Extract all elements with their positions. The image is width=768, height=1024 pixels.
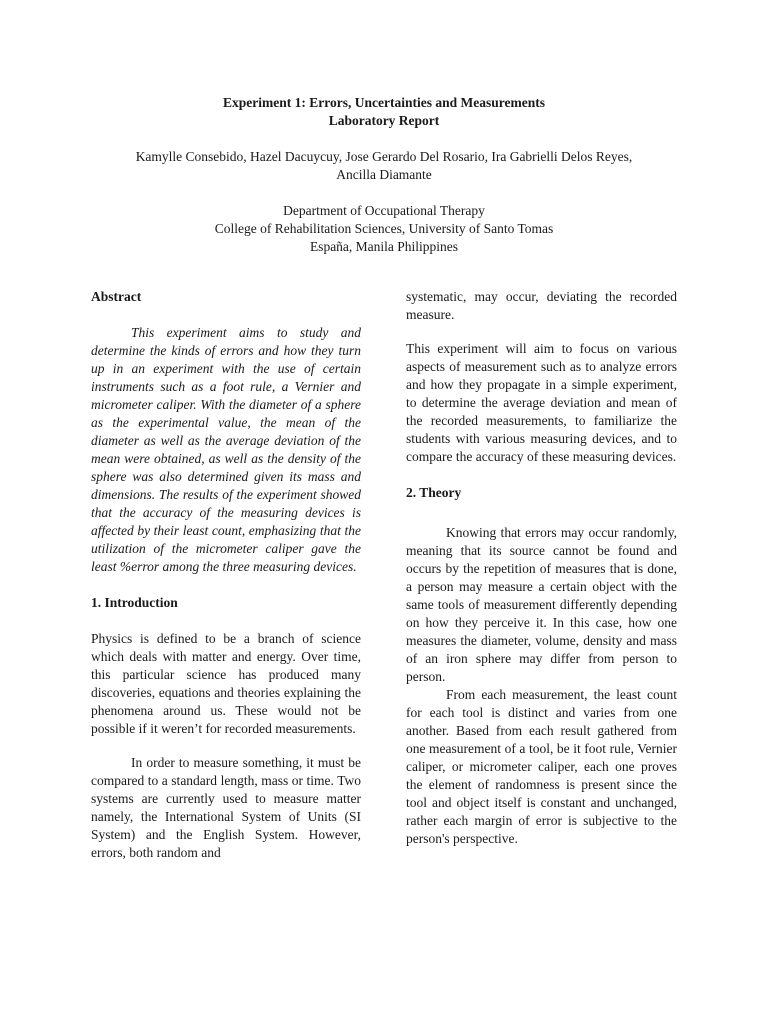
abstract-heading: Abstract xyxy=(91,289,142,304)
title-line-2: Laboratory Report xyxy=(328,113,440,128)
author-list xyxy=(0,148,768,184)
college: College of Rehabilitation Sciences, University of Santo Tomas xyxy=(214,221,554,236)
affiliation xyxy=(0,202,768,256)
left-column xyxy=(91,288,361,862)
introduction-heading: 1. Introduction xyxy=(91,595,178,610)
theory-heading: 2. Theory xyxy=(406,485,462,500)
department: Department of Occupational Therapy xyxy=(283,203,485,218)
right-column xyxy=(406,288,677,848)
introduction-paragraph-1: Physics is defined to be a branch of science which deals with matter and energy. Over time, this particular science has produced many discoveries, equations and theories explaining the phenomena around us. These would not be possible if it weren’t for recorded measurements. xyxy=(91,631,361,736)
abstract-text: This experiment aims to study and determine the kinds of errors and how they turn up in an experiment with the use of certain instruments such as a foot rule, a Vernier and micrometer caliper. With the diameter of a sphere as the experimental value, the mean of the diameter as well as the average deviation of the mean were obtained, as well as the density of the sphere was also determined given its mass and dimensions. The results of the experiment showed that the accuracy of the measuring devices is affected by their least count, emphasizing that the utilization of the micrometer caliper gave the least %error among the three measuring devices. xyxy=(91,325,361,574)
theory-paragraph-1: Knowing that errors may occur randomly, meaning that its source cannot be found and occurs by the repetition of measures that is done, a person may measure a certain object with the same tools of measurement differently depending on how they perceive it. In this case, how one measures the diameter, volume, density and mass of an iron sphere may differ from person to person. xyxy=(406,525,677,684)
introduction-paragraph-3: This experiment will aim to focus on various aspects of measurement such as to analyze errors and how they propagate in a simple experiment, to determine the average deviation and mean of the recorded measurements, to familiarize the students with various measuring devices, and to compare the accuracy of these measuring devices. xyxy=(406,341,677,464)
introduction-paragraph-2-continued: systematic, may occur, deviating the recorded measure. xyxy=(406,289,677,322)
authors-line-2: Ancilla Diamante xyxy=(336,167,432,182)
authors-line-1: Kamylle Consebido, Hazel Dacuycuy, Jose Gerardo Del Rosario, Ira Gabrielli Delos Reyes, xyxy=(135,149,633,164)
paper-title xyxy=(0,94,768,130)
paper-header xyxy=(0,94,768,256)
theory-paragraph-2: From each measurement, the least count for each tool is distinct and varies from one another. Based from each result gathered from one measurement of a tool, be it foot rule, Vernier caliper, or micrometer caliper, each one proves the element of randomness is present since the tool and object itself is constant and unchanged, rather each margin of error is subjective to the person's perspective. xyxy=(406,687,677,846)
title-line-1: Experiment 1: Errors, Uncertainties and Measurements xyxy=(223,95,545,110)
introduction-paragraph-2: In order to measure something, it must be compared to a standard length, mass or time. Two systems are currently used to measure matter namely, the International System of Units (SI System) and the English System. However, errors, both random and xyxy=(91,755,361,860)
location: España, Manila Philippines xyxy=(309,239,459,254)
